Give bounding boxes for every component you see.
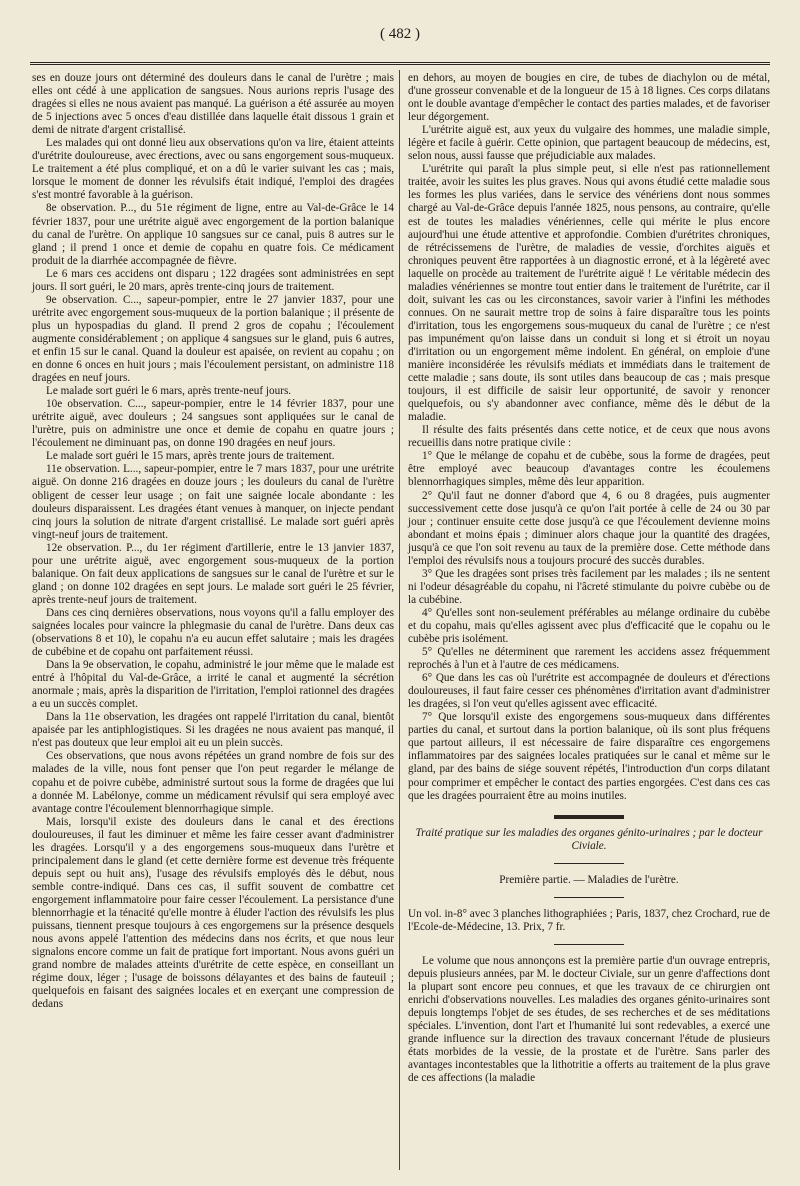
observation-9: 9e observation. C..., sapeur-pompier, entre le 27 janvier 1837, pour une urétrite avec engorgement sous-muqueux de la portion balanique ; il présente de plus un hypospadias du gland. Il prend 2 gros de copahu ; l'écoulement augmente considérablement ; on applique 4 sangsues sur le gland, puis 6 autres, et enfin 15 sur le canal. Quand la douleur est apaisée, on revient au copahu ; on en donne 6 onces en huit jours ; mais l'écoulement persistant, on administre 118 dragées en neuf jours.	[32, 293, 394, 385]
conclusion-5: 5° Qu'elles ne déterminent que rarement les accidens assez fréquemment reprochés à l'un et à l'autre de ces médicamens.	[408, 646, 770, 672]
section-rule	[554, 944, 624, 945]
paragraph: L'urétrite qui paraît la plus simple peut, si elle n'est pas rationnellement traitée, avoir les suites les plus graves. Nous qui avons étudié cette maladie sous les formes les plus variées, dans le service des vénériens dont nous sommes chargé au Val-de-Grâce depuis l'année 1825, nous pensons, au contraire, qu'elle est de toutes les maladies vénériennes, celle qui mérite le plus encore aujourd'hui une étude attentive et approfondie. Combien d'urétrites chroniques, de rétrécissemens de l'urètre, de maladies de vessie, d'orchites aiguës et chroniques peuvent être rapportées à un diagnostic erroné, et à la légèreté avec laquelle on procède au traitement de l'urétrite aiguë ! Le véritable médecin des maladies vénériennes se montre tout entier dans le traitement de l'urétrite, car il doit, suivant les cas ou les circonstances, savoir varier à l'infini les méthodes connues. On ne saurait mettre trop de soins à faire disparaître tous les points d'irritation, tous les engorgemens sous-muqueux du canal de l'urètre ; ce n'est pas impunément qu'on laisse dans un conduit si long et si étroit un noyau d'irritation ou un engorgement même indolent. En général, on emploie d'une manière inconsidérée les révulsifs médiats et immédiats dans le traitement de cette maladie ; sans doute, ils sont utiles dans beaucoup de cas ; mais presque toujours, il est difficile de saisir leur opportunité, de savoir y renoncer quelquefois, ou s'y abandonner avec confiance, même dès le début de la maladie.	[408, 163, 770, 424]
conclusion-4: 4° Qu'elles sont non-seulement préférables au mélange ordinaire du cubèbe et du copahu, mais qu'elles agissent avec plus d'efficacité que le copahu ou le cubèbe pris isolément.	[408, 606, 770, 646]
section-rule	[554, 897, 624, 898]
section-ornament	[554, 815, 624, 819]
review-imprint: Un vol. in-8° avec 3 planches lithographiées ; Paris, 1837, chez Crochard, rue de l'Ecole-de-Médecine, 13. Prix, 7 fr.	[408, 907, 770, 933]
left-column	[32, 72, 394, 1011]
observation-12: 12e observation. P..., du 1er régiment d'artillerie, entre le 13 janvier 1837, pour une urétrite aiguë, avec engorgement sous-muqueux de la portion balanique. On fait deux applications de sangsues sur le canal de l'urètre et sur le gland ; on donne 102 dragées en sept jours. Le malade sort guéri le 25 février, après trente-neuf jours de traitement.	[32, 541, 394, 606]
observation-8: 8e observation. P..., du 51e régiment de ligne, entre au Val-de-Grâce le 14 février 1837, pour une urétrite aiguë avec engorgement de la portion balanique du canal de l'urètre. On applique 10 sangsues sur ce canal, puis 8 autres sur le gland ; il prend 1 once et demie de copahu en quatre fois. Ce médicament produit de la diarrhée accompagnée de fièvre.	[32, 202, 394, 267]
section-rule	[554, 863, 624, 864]
conclusion-6: 6° Que dans les cas où l'urétrite est accompagnée de douleurs et d'érections douloureuses, il faut faire cesser ces phénomènes d'irritation avant d'administrer les dragées, si l'on veut qu'elles agissent avec efficacité.	[408, 672, 770, 711]
paragraph: Dans la 9e observation, le copahu, administré le jour même que le malade est entré à l'hôpital du Val-de-Grâce, a irrité le canal et augmenté la sécrétion anormale ; mais, après la disparition de l'irritation, l'emploi rationnel des dragées a eu un succès complet.	[32, 659, 394, 711]
paragraph: L'urétrite aiguë est, aux yeux du vulgaire des hommes, une maladie simple, légère et facile à guérir. Cette opinion, que partagent beaucoup de médecins, est, selon nous, aussi fausse que préjudiciable aux malades.	[408, 124, 770, 163]
observation-10: 10e observation. C..., sapeur-pompier, entre le 14 février 1837, pour une urétrite aiguë, avec douleurs ; 24 sangsues sont appliquées sur le canal de l'urètre, puis on administre une once et demie de copahu en quatre jours ; l'écoulement ne diminuant pas, on donne 190 dragées en neuf jours.	[32, 398, 394, 450]
paragraph: Le 6 mars ces accidens ont disparu ; 122 dragées sont administrées en sept jours. Il sort guéri, le 20 mars, après trente-cinq jours de traitement.	[32, 267, 394, 293]
paragraph: Le malade sort guéri le 6 mars, après trente-neuf jours.	[46, 385, 292, 398]
conclusion-1: 1° Que le mélange de copahu et de cubèbe, sous la forme de dragées, peut être employé avec beaucoup d'avantages contre les écoulemens blennorrhagiques simples, même dès leur apparition.	[408, 450, 770, 489]
paragraph: Il résulte des faits présentés dans cette notice, et de ceux que nous avons recueillis dans notre pratique civile :	[408, 424, 770, 450]
paragraph: Mais, lorsqu'il existe des douleurs dans le canal et des érections douloureuses, il faut les diminuer et même les faire cesser avant d'administrer les dragées. Lorsqu'il y a des engorgemens sous-muqueux dans l'urètre et principalement dans le gland (et cette dernière forme est devenue très fréquente depuis sept ou huit ans), l'usage des révulsifs employés dès le début, nous semble contre-indiqué. Dans ces cas, il suffit souvent de combattre cet engorgement inflammatoire pour faire cesser l'écoulement. La persistance d'une blennorrhagie et la ténacité qu'elle montre à éluder l'action des révulsifs les plus puissans, tiennent presque toujours à ces engorgemens sur la présence desquels nous avons appelé l'attention des médecins dans nos écrits, et que nous leur signalons encore comme un fait de pratique fort important. Nous avons guéri un grand nombre de malades atteints d'urétrite de cette espèce, en conseillant un régime doux, léger ; l'usage de boissons délayantes et des bains de fauteuil ; quelquefois en faisant des saignées locales et en exerçant une compression de dedans	[32, 815, 394, 1011]
column-divider	[399, 70, 400, 1170]
paragraph: en dehors, au moyen de bougies en cire, de tubes de diachylon ou de métal, d'une grosseur convenable et de la longueur de 15 à 18 lignes. Ces corps dilatans ont le double avantage d'empêcher le contact des parties malades, et de favoriser leur dégorgement.	[408, 72, 770, 124]
paragraph: Les malades qui ont donné lieu aux observations qu'on va lire, étaient atteints d'urétrite douloureuse, avec érections, avec ou sans engorgement sous-muqueux. Le traitement a été plus compliqué, et on a dû le varier suivant les cas ; mais, lorsque le moment de donner les révulsifs était indiqué, l'emploi des dragées s'est montré favorable à la guérison.	[32, 137, 394, 202]
conclusion-2: 2° Qu'il faut ne donner d'abord que 4, 6 ou 8 dragées, puis augmenter successivement cette dose jusqu'à ce qu'on l'ait portée à celle de 24 ou 30 par jour ; continuer ensuite cette dose jusqu'à ce que l'écoulement devienne moins abondant et moins épais ; diminuer alors chaque jour la quantité des dragées, jusqu'à ce que l'on soit revenu au taux de la première dose. Cette méthode dans l'emploi des révulsifs nous a toujours procuré des succès durables.	[408, 489, 770, 567]
review-part: Première partie. — Maladies de l'urètre.	[499, 873, 679, 886]
conclusion-3: 3° Que les dragées sont prises très facilement par les malades ; ils ne sentent ni l'odeur désagréable du copahu, ni l'âcreté stimulante du poivre cubèbe ou de la cubébine.	[408, 567, 770, 606]
paragraph: Dans la 11e observation, les dragées ont rappelé l'irritation du canal, bientôt apaisée par les antiphlogistiques. Si les dragées ne nous avaient pas manqué, il n'est pas douteux que leur emploi ait eu un plein succès.	[32, 711, 394, 750]
paragraph: Ces observations, que nous avons répétées un grand nombre de fois sur des malades de la ville, nous font penser que l'on peut regarder le mélange de copahu et de poivre cubèbe, administré surtout sous la forme de dragées que lui a donnée M. Labélonye, comme un médicament révulsif qui sera employé avec avantage contre l'écoulement blennorrhagique simple.	[32, 750, 394, 815]
header-rule	[30, 62, 770, 65]
paragraph: ses en douze jours ont déterminé des douleurs dans le canal de l'urètre ; mais elles ont cédé à une application de sangsues. Nous aurions repris l'usage des dragées si elles ne nous avaient pas manqué. La guérison a été assurée au moyen de 5 injections avec 5 onces d'eau distillée dans laquelle était dissous 1 grain et demi de nitrate d'argent cristallisé.	[32, 72, 394, 137]
page-number: ( 482 )	[380, 26, 420, 42]
right-column	[408, 72, 770, 1085]
observation-11: 11e observation. L..., sapeur-pompier, entre le 7 mars 1837, pour une urétrite aiguë. On donne 216 dragées en douze jours ; les douleurs du canal de l'urètre obligent de cesser leur usage ; on fait une saignée locale abondante : les douleurs disparaissent. Les dragées étant venues à manquer, on injecte pendant cinq jours la solution de nitrate d'argent cristallisé. Le malade sort guéri après vingt-neuf jours de traitement.	[32, 463, 394, 541]
paragraph: Le malade sort guéri le 15 mars, après trente jours de traitement.	[46, 450, 335, 463]
review-title: Traité pratique sur les maladies des organes génito-urinaires ; par le docteur Civiale.	[415, 826, 763, 852]
conclusion-7: 7° Que lorsqu'il existe des engorgemens sous-muqueux dans différentes parties du canal, et surtout dans la portion balanique, où ils sont plus fréquens que partout ailleurs, il est nécessaire de faire disparaître ces engorgemens inflammatoires par des saignées locales pratiquées sur le canal et même sur le gland, par des bains de siége souvent répétés, l'introduction d'un corps dilatant pour comprimer et empêcher le contact des parties engorgées. C'est dans ces cas que les dragées pourraient être au moins inutiles.	[408, 711, 770, 802]
review-body: Le volume que nous annonçons est la première partie d'un ouvrage entrepris, depuis plusieurs années, par M. le docteur Civiale, sur un genre d'affections dont la plupart sont encore peu connues, et que les travaux de ce chirurgien ont enrichi d'observations nouvelles. Les maladies des organes génito-urinaires sont depuis longtemps l'objet de ses études, de ses recherches et de ses méditations spéciales. L'invention, dont l'art et l'humanité lui sont redevables, a exercé une grande influence sur la direction des travaux concernant l'étude de plusieurs états morbides de la vessie, de la prostate et de l'urètre. Sans parler des avantages incontestables que la lithotritie a offerts au traitement de la plus grave de ces affections (la maladie	[408, 954, 770, 1085]
paragraph: Dans ces cinq dernières observations, nous voyons qu'il a fallu employer des saignées locales pour vaincre la phlegmasie du canal de l'urètre. Dans deux cas (observations 8 et 10), le copahu n'a eu aucun effet salutaire ; mais les dragées de cubébine et de copahu ont parfaitement réussi.	[32, 606, 394, 659]
